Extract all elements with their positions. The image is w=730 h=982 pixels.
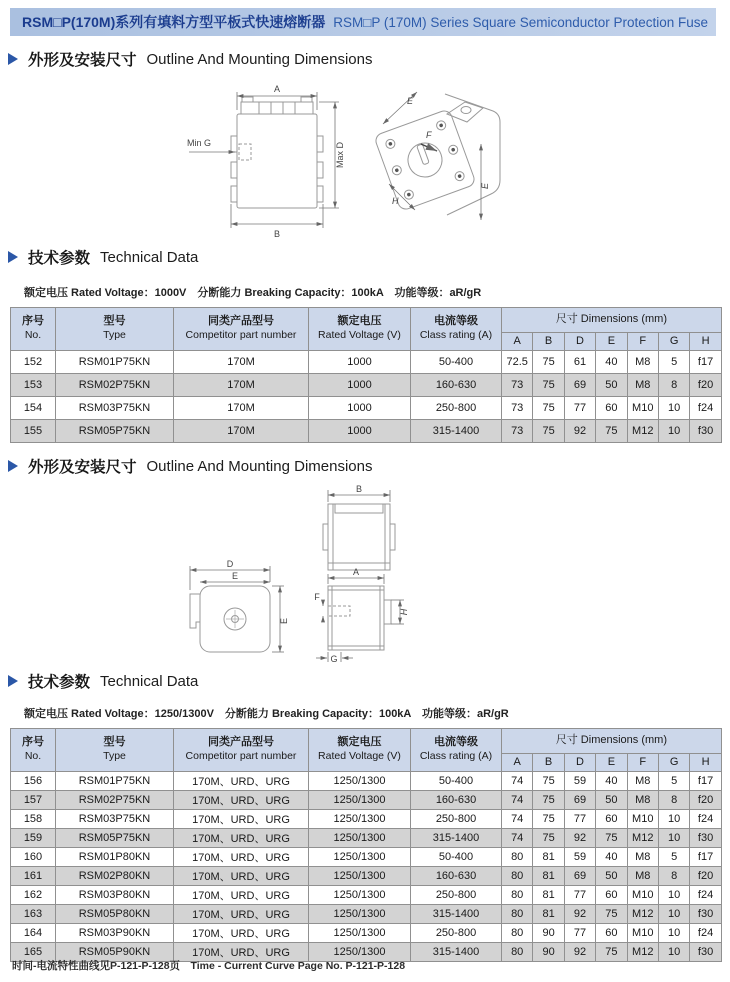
section-outline-1	[8, 48, 372, 70]
table-cell: 60	[596, 924, 627, 943]
table-cell: 8	[658, 791, 689, 810]
section-title-zh: 外形及安装尺寸	[28, 52, 137, 69]
fuse-side-view-drawing	[328, 586, 391, 650]
table-cell: 40	[596, 848, 627, 867]
table-cell: M12	[627, 829, 658, 848]
dim-label-F: F	[426, 130, 432, 140]
table-cell: 159	[11, 829, 56, 848]
table-cell: 92	[564, 420, 595, 443]
table-cell: 8	[658, 867, 689, 886]
table-cell: 170M、URD、URG	[174, 886, 309, 905]
col-header-dim-B: B	[533, 333, 564, 351]
table-cell: 75	[533, 829, 564, 848]
table-cell: 1250/1300	[309, 905, 411, 924]
section-outline-2	[8, 455, 372, 477]
table-cell: 80	[502, 886, 533, 905]
table-cell: 170M、URD、URG	[174, 848, 309, 867]
dim-label-B: B	[355, 484, 363, 494]
table-cell: 160-630	[411, 791, 502, 810]
dim-label-H: H	[399, 608, 409, 616]
table-cell: RSM01P75KN	[56, 351, 174, 374]
table-row	[11, 867, 722, 886]
table-cell: f17	[690, 848, 721, 867]
table-row	[11, 829, 722, 848]
table-row	[11, 772, 722, 791]
table-cell: 77	[564, 886, 595, 905]
table-cell: 50-400	[411, 351, 502, 374]
table-cell: 1250/1300	[309, 867, 411, 886]
table-cell: 1250/1300	[309, 943, 411, 962]
table-cell: 10	[658, 886, 689, 905]
table-cell: 80	[502, 848, 533, 867]
table-cell: 69	[564, 791, 595, 810]
col-header-dim-A: A	[502, 754, 533, 772]
table-cell: 77	[564, 924, 595, 943]
table-cell: 157	[11, 791, 56, 810]
col-header-dim-G: G	[658, 754, 689, 772]
table-cell: 90	[533, 924, 564, 943]
table-row	[11, 924, 722, 943]
table-cell: RSM03P80KN	[56, 886, 174, 905]
table-cell: 77	[564, 810, 595, 829]
table-cell: 10	[658, 810, 689, 829]
table-cell: f24	[690, 397, 721, 420]
section-title-en: Technical Data	[100, 248, 199, 266]
table-cell: RSM01P75KN	[56, 772, 174, 791]
table-cell: 1250/1300	[309, 810, 411, 829]
dim-label-E-top: E	[407, 96, 414, 106]
table-cell: 80	[502, 943, 533, 962]
table-cell: 1250/1300	[309, 924, 411, 943]
table-cell: 165	[11, 943, 56, 962]
table-cell: 75	[596, 905, 627, 924]
section-technical-2	[8, 670, 198, 692]
table-cell: 1250/1300	[309, 848, 411, 867]
table-cell: 72.5	[502, 351, 533, 374]
col-header-voltage: 额定电压 Rated Voltage (V)	[309, 729, 411, 772]
col-header-dim-F: F	[627, 333, 658, 351]
fuse-front-view-drawing	[231, 97, 323, 208]
table-cell: 74	[502, 810, 533, 829]
col-header-dim-D: D	[564, 333, 595, 351]
table-cell: 153	[11, 374, 56, 397]
table-cell: 10	[658, 420, 689, 443]
table-cell: 163	[11, 905, 56, 924]
table-cell: 75	[533, 810, 564, 829]
table-cell: 161	[11, 867, 56, 886]
table-cell: 75	[533, 351, 564, 374]
table-cell: 170M、URD、URG	[174, 924, 309, 943]
table-cell: 8	[658, 374, 689, 397]
dim-label-A: A	[273, 84, 281, 94]
section-marker-icon	[8, 251, 18, 263]
table-cell: RSM03P75KN	[56, 397, 174, 420]
fuse-top-view-drawing	[323, 504, 395, 570]
table-cell: 81	[533, 867, 564, 886]
outline-drawing-set-1	[185, 80, 525, 240]
section-technical-1	[8, 246, 198, 268]
col-header-dim-E: E	[596, 754, 627, 772]
table-cell: RSM05P75KN	[56, 420, 174, 443]
table-cell: 5	[658, 351, 689, 374]
table-cell: 170M、URD、URG	[174, 867, 309, 886]
table-cell: 5	[658, 848, 689, 867]
table-cell: 315-1400	[411, 829, 502, 848]
table-cell: RSM05P80KN	[56, 905, 174, 924]
table-cell: f24	[690, 810, 721, 829]
table-cell: 170M、URD、URG	[174, 772, 309, 791]
table-cell: 1250/1300	[309, 791, 411, 810]
table-cell: 315-1400	[411, 905, 502, 924]
table-cell: 81	[533, 886, 564, 905]
table-cell: 75	[596, 829, 627, 848]
page-banner	[10, 8, 716, 36]
table-row	[11, 810, 722, 829]
col-header-dim-H: H	[690, 754, 721, 772]
table-cell: 152	[11, 351, 56, 374]
table-cell: RSM05P90KN	[56, 943, 174, 962]
section-title-zh: 技术参数	[28, 250, 91, 267]
table-cell: RSM01P80KN	[56, 848, 174, 867]
banner-title-zh: RSM□P(170M)系列有填料方型平板式快速熔断器	[22, 14, 326, 30]
section-title-zh: 技术参数	[28, 674, 91, 691]
table-cell: 1250/1300	[309, 772, 411, 791]
col-header-type: 型号 Type	[56, 729, 174, 772]
table-cell: 160-630	[411, 374, 502, 397]
section-title-en: Outline And Mounting Dimensions	[146, 50, 373, 68]
banner-title-en: RSM□P (170M) Series Square Semiconductor Protection Fuse	[333, 14, 709, 30]
table-cell: 60	[596, 810, 627, 829]
table-cell: 160-630	[411, 867, 502, 886]
table1-body	[11, 351, 722, 443]
table-cell: 59	[564, 848, 595, 867]
col-header-dim-E: E	[596, 333, 627, 351]
col-header-dim-D: D	[564, 754, 595, 772]
table-cell: M8	[627, 772, 658, 791]
table-cell: M8	[627, 351, 658, 374]
col-header-dim-G: G	[658, 333, 689, 351]
table-cell: 10	[658, 397, 689, 420]
table-cell: f30	[690, 905, 721, 924]
dim-label-max-D: Max D	[335, 141, 345, 169]
table-cell: 61	[564, 351, 595, 374]
table-cell: 90	[533, 943, 564, 962]
table-cell: 59	[564, 772, 595, 791]
dim-label-E-inner: E	[231, 571, 239, 581]
table-row	[11, 351, 722, 374]
table-cell: 250-800	[411, 397, 502, 420]
table-cell: 170M	[174, 351, 309, 374]
fuse-base-view-drawing	[190, 586, 270, 652]
table-cell: M12	[627, 943, 658, 962]
table-cell: 50	[596, 867, 627, 886]
table-cell: 50-400	[411, 772, 502, 791]
table-cell: 156	[11, 772, 56, 791]
outline-drawing-set-2	[178, 482, 428, 667]
table-cell: f24	[690, 924, 721, 943]
table-cell: 160	[11, 848, 56, 867]
dim-label-G: G	[330, 654, 338, 664]
table-cell: 80	[502, 905, 533, 924]
table-cell: 75	[533, 420, 564, 443]
table-cell: 75	[533, 374, 564, 397]
time-current-curve-note: 时间-电流特性曲线见P-121-P-128页 Time - Current Curve Page No. P-121-P-128	[12, 960, 406, 972]
table-cell: 77	[564, 397, 595, 420]
table-cell: 69	[564, 867, 595, 886]
section-marker-icon	[8, 675, 18, 687]
table-row	[11, 886, 722, 905]
table-cell: 162	[11, 886, 56, 905]
table-cell: 10	[658, 829, 689, 848]
table-cell: M12	[627, 420, 658, 443]
table-cell: 170M、URD、URG	[174, 943, 309, 962]
table-cell: f24	[690, 886, 721, 905]
table-cell: 158	[11, 810, 56, 829]
table-cell: 80	[502, 867, 533, 886]
table-cell: 81	[533, 905, 564, 924]
section-marker-icon	[8, 460, 18, 472]
technical-data-table-1	[10, 307, 722, 443]
table-cell: 74	[502, 772, 533, 791]
table-cell: f17	[690, 351, 721, 374]
table-row	[11, 397, 722, 420]
table-cell: 73	[502, 420, 533, 443]
table-cell: 92	[564, 829, 595, 848]
table-cell: 1250/1300	[309, 829, 411, 848]
table-cell: M10	[627, 810, 658, 829]
table-cell: RSM05P75KN	[56, 829, 174, 848]
table-row	[11, 905, 722, 924]
table-cell: 92	[564, 943, 595, 962]
table-cell: f20	[690, 374, 721, 397]
section-title-en: Outline And Mounting Dimensions	[146, 457, 373, 475]
table-cell: M8	[627, 848, 658, 867]
table-row	[11, 848, 722, 867]
table-cell: 250-800	[411, 924, 502, 943]
table-cell: 1000	[309, 420, 411, 443]
section-title-zh: 外形及安装尺寸	[28, 459, 137, 476]
table2-ratings-line: 额定电压 Rated Voltage：1250/1300V 分断能力 Breaking Capacity：100kA 功能等级：aR/gR	[24, 708, 509, 720]
table-cell: M8	[627, 791, 658, 810]
table-cell: f20	[690, 791, 721, 810]
col-header-dimensions: 尺寸 Dimensions (mm)	[502, 729, 722, 754]
table-cell: 250-800	[411, 810, 502, 829]
table-cell: f20	[690, 867, 721, 886]
table-cell: 170M	[174, 397, 309, 420]
table-cell: 10	[658, 905, 689, 924]
col-header-dim-F: F	[627, 754, 658, 772]
table-cell: 170M、URD、URG	[174, 905, 309, 924]
table-cell: 50	[596, 374, 627, 397]
table-cell: 5	[658, 772, 689, 791]
table-cell: 75	[533, 772, 564, 791]
table-cell: 40	[596, 772, 627, 791]
table-cell: 1000	[309, 351, 411, 374]
table-cell: 155	[11, 420, 56, 443]
table-cell: 250-800	[411, 886, 502, 905]
table-cell: 170M、URD、URG	[174, 810, 309, 829]
table-cell: RSM02P75KN	[56, 791, 174, 810]
table-cell: 92	[564, 905, 595, 924]
table-cell: f30	[690, 420, 721, 443]
dim-label-B: B	[273, 229, 281, 239]
table-cell: 170M	[174, 420, 309, 443]
table-cell: RSM02P75KN	[56, 374, 174, 397]
table-cell: 1000	[309, 397, 411, 420]
dim-label-E-side: E	[279, 617, 289, 625]
table-cell: 73	[502, 397, 533, 420]
dim-label-E-right: E	[480, 182, 490, 190]
col-header-type: 型号 Type	[56, 308, 174, 351]
col-header-dim-H: H	[690, 333, 721, 351]
dim-label-F: F	[314, 592, 320, 602]
table-cell: M10	[627, 924, 658, 943]
table-cell: M10	[627, 886, 658, 905]
dim-label-D: D	[226, 559, 234, 569]
table-cell: 75	[533, 397, 564, 420]
table-cell: 75	[596, 420, 627, 443]
technical-data-table-2	[10, 728, 722, 962]
table-cell: 315-1400	[411, 420, 502, 443]
table-cell: RSM02P80KN	[56, 867, 174, 886]
table-cell: 50-400	[411, 848, 502, 867]
table-cell: RSM03P90KN	[56, 924, 174, 943]
col-header-dim-A: A	[502, 333, 533, 351]
table-row	[11, 374, 722, 397]
table-cell: RSM03P75KN	[56, 810, 174, 829]
table-cell: M10	[627, 397, 658, 420]
col-header-no: 序号 No.	[11, 308, 56, 351]
table-cell: 60	[596, 886, 627, 905]
table-cell: f30	[690, 829, 721, 848]
table-cell: 154	[11, 397, 56, 420]
table-cell: 74	[502, 829, 533, 848]
table-cell: 73	[502, 374, 533, 397]
table-cell: 74	[502, 791, 533, 810]
table-cell: M12	[627, 905, 658, 924]
col-header-class: 电流等级 Class rating (A)	[411, 308, 502, 351]
table-cell: f17	[690, 772, 721, 791]
table-row	[11, 420, 722, 443]
table-cell: 40	[596, 351, 627, 374]
table-cell: f30	[690, 943, 721, 962]
table-cell: 75	[596, 943, 627, 962]
table-cell: 10	[658, 943, 689, 962]
dim-label-H: H	[392, 196, 399, 206]
col-header-competitor: 同类产品型号 Competitor part number	[174, 308, 309, 351]
col-header-competitor: 同类产品型号 Competitor part number	[174, 729, 309, 772]
table-cell: 164	[11, 924, 56, 943]
table-cell: 50	[596, 791, 627, 810]
table-cell: 315-1400	[411, 943, 502, 962]
col-header-dimensions: 尺寸 Dimensions (mm)	[502, 308, 722, 333]
col-header-dim-B: B	[533, 754, 564, 772]
table-cell: 60	[596, 397, 627, 420]
table-cell: 170M、URD、URG	[174, 791, 309, 810]
table-cell: 75	[533, 791, 564, 810]
col-header-no: 序号 No.	[11, 729, 56, 772]
table-cell: 170M	[174, 374, 309, 397]
section-title-en: Technical Data	[100, 672, 199, 690]
table-cell: 69	[564, 374, 595, 397]
table1-ratings-line: 额定电压 Rated Voltage：1000V 分断能力 Breaking Capacity：100kA 功能等级：aR/gR	[24, 287, 482, 299]
col-header-voltage: 额定电压 Rated Voltage (V)	[309, 308, 411, 351]
table2-body	[11, 772, 722, 962]
table-cell: M8	[627, 374, 658, 397]
table-cell: 170M、URD、URG	[174, 829, 309, 848]
col-header-class: 电流等级 Class rating (A)	[411, 729, 502, 772]
table-cell: M8	[627, 867, 658, 886]
table-row	[11, 791, 722, 810]
table-cell: 1000	[309, 374, 411, 397]
table-cell: 1250/1300	[309, 886, 411, 905]
section-marker-icon	[8, 53, 18, 65]
table-cell: 80	[502, 924, 533, 943]
table-cell: 81	[533, 848, 564, 867]
dim-label-min-G: Min G	[187, 138, 212, 148]
table-cell: 10	[658, 924, 689, 943]
dim-label-A: A	[352, 567, 360, 577]
